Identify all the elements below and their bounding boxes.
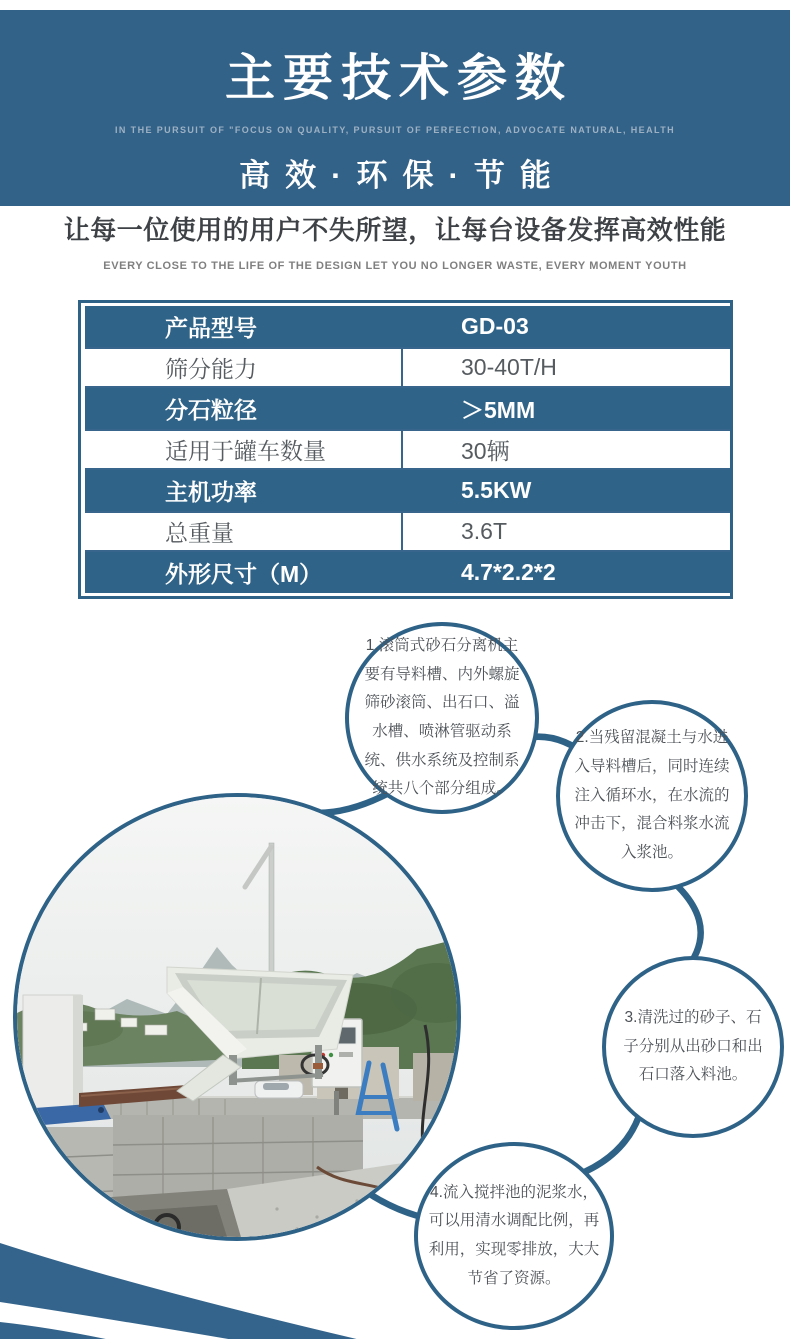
spec-value: 30辆	[461, 438, 510, 464]
spec-value: 3.6T	[461, 518, 508, 544]
step-circle-1	[345, 622, 539, 814]
table-row	[85, 511, 730, 552]
hero-slogan: 高效·环保·节能	[239, 158, 566, 193]
equipment-photo-illustration	[17, 797, 457, 1237]
spec-label: 主机功率	[165, 479, 257, 505]
footer-swoosh-decoration	[0, 1243, 470, 1339]
hero-banner	[0, 10, 790, 206]
page-title: 主要技术参数	[225, 50, 573, 106]
spec-label: 分石粒径	[165, 397, 257, 423]
spec-label: 产品型号	[165, 315, 257, 341]
step-text-1: 1.滚筒式砂石分离机主要有导料槽、内外螺旋筛砂滚筒、出石口、溢水槽、喷淋管驱动系统、供水系统及控制系统共八个部分组成。	[364, 636, 520, 798]
spec-label: 外形尺寸（M）	[165, 561, 323, 587]
step-circle-3	[602, 956, 784, 1138]
table-row	[85, 552, 730, 593]
equipment-photo	[13, 793, 461, 1241]
spec-label: 总重量	[85, 513, 403, 550]
tagline-en: EVERY CLOSE TO THE LIFE OF THE DESIGN LET YOU NO LONGER WASTE, EVERY MOMENT YOUTH	[103, 260, 687, 272]
table-row	[85, 429, 730, 470]
step-text-4: 4.流入搅拌池的泥浆水，可以用清水调配比例，再利用，实现零排放，大大节省了资源。	[428, 1183, 600, 1287]
spec-value: 30-40T/H	[461, 354, 557, 380]
step-text-3: 3.清洗过的砂子、石子分别从出砂口和出石口落入料池。	[623, 1008, 763, 1084]
step-text-2: 2.当残留混凝土与水进入导料槽后，同时连续注入循环水，在水流的冲击下，混合料浆水流入浆池。	[574, 729, 730, 861]
spec-value: 4.7*2.2*2	[461, 559, 556, 585]
tagline-section	[0, 210, 790, 272]
step-circle-4	[414, 1142, 614, 1330]
spec-value: 5.5KW	[461, 477, 532, 503]
step-circle-2	[556, 700, 748, 892]
spec-value: GD-03	[461, 313, 529, 339]
table-row	[85, 306, 730, 347]
spec-label: 适用于罐车数量	[85, 431, 403, 468]
spec-table	[78, 300, 733, 599]
table-row	[85, 470, 730, 511]
hero-subtitle-en: IN THE PURSUIT OF "FOCUS ON QUALITY, PURSUIT OF PERFECTION, ADVOCATE NATURAL, HEALTH	[114, 125, 676, 135]
table-row	[85, 347, 730, 388]
spec-value: ＞5MM	[461, 397, 536, 423]
table-row	[85, 388, 730, 429]
spec-label: 筛分能力	[85, 349, 403, 386]
tagline-cn: 让每一位使用的用户不失所望，让每台设备发挥高效性能	[63, 215, 727, 245]
